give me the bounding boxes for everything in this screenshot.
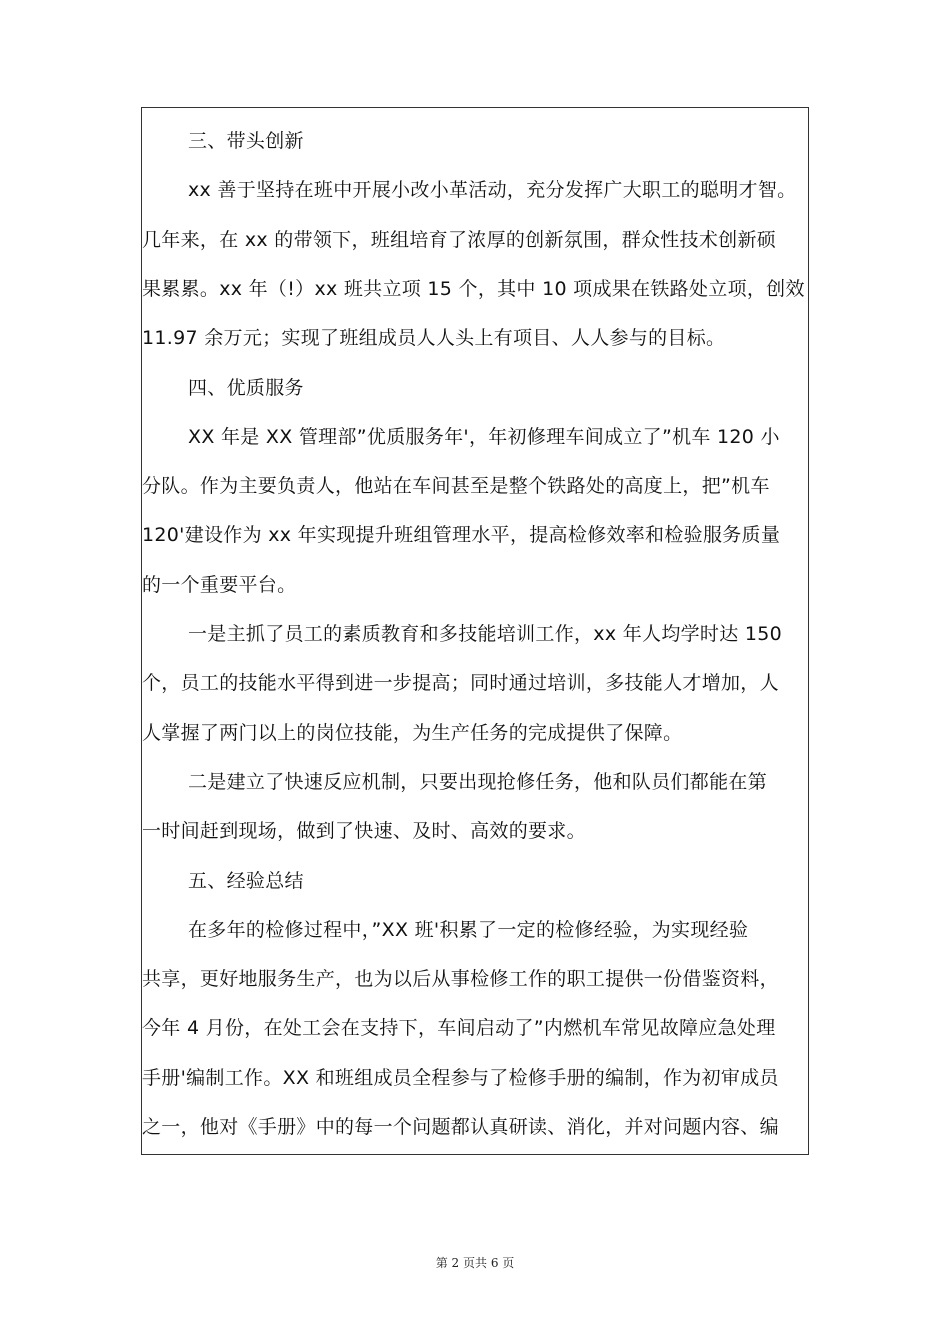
page-number: 第 2 页共 6 页 [435,1256,515,1270]
text-line: 果累累。xx 年（!）xx 班共立项 15 个，其中 10 项成果在铁路处立项，创效 [142,277,805,300]
text-line: 的一个重要平台。 [142,573,297,596]
text-line: 在多年的检修过程中，”XX 班'积累了一定的检修经验，为实现经验 [188,918,749,941]
text-line: 共享，更好地服务生产，也为以后从事检修工作的职工提供一份借鉴资料， [142,968,779,991]
text-line: 120'建设作为 xx 年实现提升班组管理水平，提高检修效率和检验服务质量 [142,524,781,547]
text-line: 11.97 余万元；实现了班组成员人人头上有项目、人人参与的目标。 [142,327,726,350]
text-line: xx 善于坚持在班中开展小改小革活动，充分发挥广大职工的聪明才智。 [188,179,797,202]
text-line: 个，员工的技能水平得到进一步提高；同时通过培训，多技能人才增加，人 [142,672,779,695]
document-frame [141,107,809,1155]
text-line: 几年来，在 xx 的带领下，班组培育了浓厚的创新氛围，群众性技术创新硕 [142,228,777,251]
text-line: 一是主抓了员工的素质教育和多技能培训工作，xx 年人均学时达 150 [188,623,783,645]
text-line: 今年 4 月份，在处工会在支持下，车间启动了”内燃机车常见故障应急处理 [142,1017,776,1040]
text-line: 一时间赶到现场，做到了快速、及时、高效的要求。 [142,820,586,843]
text-line: 分队。作为主要负责人，他站在车间甚至是整个铁路处的高度上，把”机车 [142,475,770,498]
text-line: 人掌握了两门以上的岗位技能，为生产任务的完成提供了保障。 [142,721,683,744]
text-line: 四、优质服务 [188,376,304,399]
text-line: 二是建立了快速反应机制，只要出现抢修任务，他和队员们都能在第 [188,770,768,793]
text-line: 手册'编制工作。XX 和班组成员全程参与了检修手册的编制，作为初审成员 [142,1066,779,1089]
text-line: XX 年是 XX 管理部”优质服务年'，年初修理车间成立了”机车 120 小 [188,425,780,448]
text-line: 五、经验总结 [188,869,304,892]
text-line: 之一，他对《手册》中的每一个问题都认真研读、消化，并对问题内容、编 [142,1116,779,1138]
text-line: 三、带头创新 [188,130,304,152]
